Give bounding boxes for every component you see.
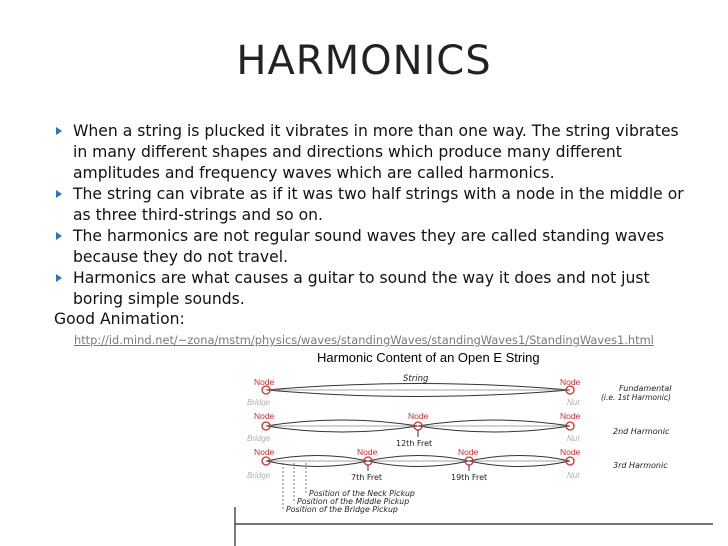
bullet-text: When a string is plucked it vibrates in more than one way. The string vibrates in many different shapes and directions which produce many different amplitudes and frequency waves which are called harmonics. [73,122,679,182]
node-label: Node [254,447,275,457]
bullet-item [52,121,692,184]
node-label: Node [254,411,275,421]
node-label: Node [357,447,378,457]
bullet-text: The harmonics are not regular sound waves they are called standing waves because they do not travel. [73,227,665,266]
good-animation-label: Good Animation: [54,310,185,328]
slide-title: HARMONICS [236,38,492,84]
nut-label: Nut [567,471,580,480]
node-label: Node [458,447,479,457]
wave-curve [266,390,570,397]
bridge-label: Bridge [247,471,271,480]
bridge-pickup-label: Position of the Bridge Pickup [286,505,398,514]
fundamental-sub: (i.e. 1st Harmonic) [601,393,671,402]
bullet-text: Harmonics are what causes a guitar to sound the way it does and not just boring simple sounds. [73,269,650,308]
fret-19-label: 19th Fret [451,473,488,482]
bullet-arrow-icon [56,190,62,198]
bullet-item [52,226,692,268]
animation-link[interactable]: http://id.mind.net/~zona/mstm/physics/waves/standingWaves/standingWaves1/StandingWaves1.html [74,333,654,347]
string-label: String [403,374,429,384]
neck-pickup-label: Position of the Neck Pickup [309,489,415,498]
bullet-list [52,121,692,310]
fret-7-label: 7th Fret [351,473,383,482]
third-harmonic-label: 3rd Harmonic [613,461,668,470]
diagram-title: Harmonic Content of an Open E String [317,350,540,365]
bullet-item [52,184,692,226]
node-label: Node [560,377,581,387]
bullet-text: The string can vibrate as if it was two half strings with a node in the middle or as three third-strings and so on. [73,185,684,224]
nut-label: Nut [567,434,580,443]
wave-curve [266,384,570,391]
fundamental-label: Fundamental [619,384,672,393]
node-label: Node [560,447,581,457]
bridge-label: Bridge [247,434,271,443]
node-label: Node [408,411,429,421]
nut-label: Nut [567,398,580,407]
bullet-item [52,268,692,310]
second-harmonic-label: 2nd Harmonic [613,427,670,436]
middle-pickup-label: Position of the Middle Pickup [297,497,410,506]
node-label: Node [254,377,275,387]
harmonics-diagram [233,347,713,546]
bridge-label: Bridge [247,398,271,407]
bullet-arrow-icon [56,127,62,135]
fret-12-label: 12th Fret [396,439,433,448]
bullet-arrow-icon [56,232,62,240]
node-label: Node [560,411,581,421]
bullet-arrow-icon [56,274,62,282]
